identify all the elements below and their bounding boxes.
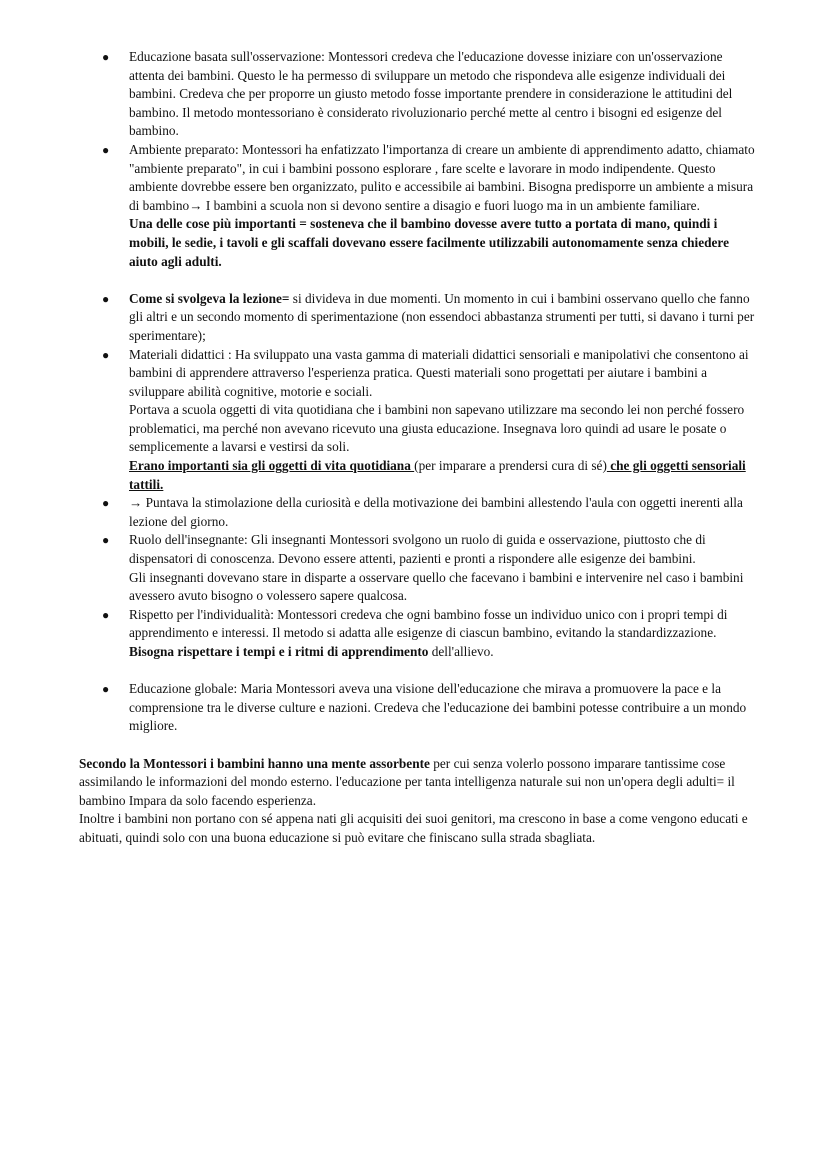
bullet-icon: ● xyxy=(102,496,110,511)
bullet-list-2 xyxy=(0,290,828,662)
bullet-list-3 xyxy=(0,680,828,736)
list-item-curiosity xyxy=(0,494,828,531)
bullet-icon: ● xyxy=(102,50,110,64)
item-text-2: Gli insegnanti dovevano stare in disparte a osservare quello che facevano i bambini e intervenire nel caso i bambini avessero avuto bisogno o volessero sapere qualcosa. xyxy=(129,569,744,604)
item-text: → Puntava la stimolazione della curiosità e della motivazione dei bambini allestendo l'aula con oggetti inerenti alla lezione del giorno. xyxy=(129,495,743,529)
item-text: Come si svolgeva la lezione= si divideva in due momenti. Un momento in cui i bambini osservano quello che fanno gli altri e un secondo momento di sperimentazione (non essendoci abbastanza strumenti per tutti, si davano i turni per sperimentare); xyxy=(129,290,755,343)
bullet-icon: ● xyxy=(102,533,110,548)
list-item-observation xyxy=(0,48,828,141)
item-text-2: Portava a scuola oggetti di vita quotidiana che i bambini non sapevano utilizzare ma secondo lei non perché fossero problematici, ma perché non avevano ricevuto una giusta educazione. Insegnava loro quindi ad usare le posate o semplicemente a lavarsi e vestirsi da soli. xyxy=(129,402,745,455)
item-text: Ambiente preparato: Montessori ha enfatizzato l'importanza di creare un ambiente di apprendimento adatto, chiamato "ambiente preparato", in cui i bambini possono esplorare , fare scelte e lavorare in modo indipendente. Questo ambiente dovrebbe essere ben organizzato, pulito e accessibile ai bambini. Bisogna predisporre un ambiente a misura di bambino→ I bambini a scuola non si devono sentire a disagio e fuori luogo ma in un ambiente familiare. xyxy=(129,141,755,213)
closing-text: Secondo la Montessori i bambini hanno una mente assorbente per cui senza volerlo possono imparare tantissime cose assimilando le informazioni del mondo esterno. l'educazione per tanta intelligenza naturale sui non un'opera degli adulti= il bambino Impara da solo facendo esperienza. xyxy=(79,755,735,808)
list-item-prepared-environment xyxy=(0,141,828,271)
closing-paragraph xyxy=(0,755,828,848)
item-text: Ruolo dell'insegnante: Gli insegnanti Montessori svolgono un ruolo di guida e osservazione, piuttosto che di dispensatori di conoscenza. Devono essere attenti, pazienti e pronti a rispondere alle esigenze dei bambini. xyxy=(129,532,706,567)
list-item-teacher-role xyxy=(0,531,828,605)
item-text: Educazione globale: Maria Montessori aveva una visione dell'educazione che mirava a promuovere la pace e la comprensione tra le diverse culture e nazioni. Credeva che l'educazione dei bambini potesse contribuire a un mondo migliore. xyxy=(129,681,747,734)
list-item-lesson xyxy=(0,290,828,346)
list-item-individuality xyxy=(0,606,828,662)
bullet-icon: ● xyxy=(102,607,110,622)
bullet-icon: ● xyxy=(102,142,110,157)
item-bold-note: Una delle cose più importanti = sosteneva che il bambino dovesse avere tutto a portata di mano, quindi i mobili, le sedie, i tavoli e gli scaffali dovevano essere facilmente utilizzabili autonomamente senza chiedere aiuto agli adulti. xyxy=(129,216,729,269)
item-text: Materiali didattici : Ha sviluppato una vasta gamma di materiali didattici sensoriali e manipolativi che consentono ai bambini di apprendere attraverso l'esperienza pratica. Questi materiali sono progettati per aiutare i bambini a sviluppare abilità cognitive, motorie e sociali. xyxy=(129,346,749,399)
list-item-global-education xyxy=(0,680,828,736)
list-item-materials xyxy=(0,346,828,495)
bullet-icon: ● xyxy=(102,682,110,697)
bullet-list-1 xyxy=(0,48,828,271)
document-page xyxy=(0,48,828,848)
item-underlined-note: Erano importanti sia gli oggetti di vita quotidiana (per imparare a prendersi cura di sé) che gli oggetti sensoriali tattili. xyxy=(129,458,746,492)
closing-text-2: Inoltre i bambini non portano con sé appena nati gli acquisiti dei suoi genitori, ma crescono in base a come vengono educati e abituati, quindi solo con una buona educazione si può evitare che finiscano sulla strada sbagliata. xyxy=(79,811,748,845)
item-bold-note: Bisogna rispettare i tempi e i ritmi di apprendimento dell'allievo. xyxy=(129,644,494,659)
bullet-icon: ● xyxy=(102,347,110,362)
item-text: Educazione basata sull'osservazione: Montessori credeva che l'educazione dovesse iniziare con un'osservazione attenta dei bambini. Questo le ha permesso di sviluppare un metodo che rispondeva alle esigenze individuali dei bambini. Credeva che per proporre un giusto metodo fosse importante prendere in considerazione le attitudini del bambino. Il metodo montessoriano è considerato rivoluzionario perché mette al centro i bisogni ed esigenze del bambino. xyxy=(129,49,733,139)
item-text: Rispetto per l'individualità: Montessori credeva che ogni bambino fosse un individuo unico con i propri tempi di apprendimento e interessi. Il metodo si adatta alle esigenze di ciascun bambino, evitando la standardizzazione. xyxy=(129,606,728,641)
bullet-icon: ● xyxy=(102,291,110,306)
